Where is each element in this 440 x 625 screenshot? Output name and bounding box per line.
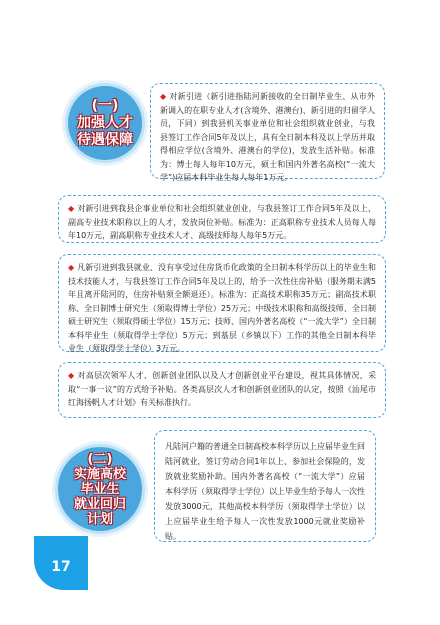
policy-text: 对新引进到我县企事业单位和社会组织就业创业，与我县签订工作合同5年及以上，副高专业技术职称以上的人才，发放岗位补贴。标准为：正高职称专业技术人员每人每年10万元，副高职称专业技术人才、高级技师每人每年5万元。 bbox=[68, 204, 376, 240]
badge-title-line: 待遇保障 bbox=[77, 131, 133, 148]
badge-title-line: 就业回归 bbox=[73, 496, 126, 512]
page-number: 17 bbox=[51, 559, 71, 575]
policy-text: 凡陆河户籍的普通全日制高校本科学历以上应届毕业生回陆河就业，签订劳动合同1年以上、参加社会保险的，发放就业奖励补助。国内外著名高校（“一流大学”）应届本科学历（须取得学士学位）以上毕业生给予每人一次性发放3000元，其他高校本科学历（须取得学士学位）以上应届毕业生给予每人一次性发放1000元就业奖励补贴。 bbox=[165, 442, 365, 541]
policy-text: 对高层次领军人才、创新创业团队以及人才创新创业平台建设，视其具体情况，采取“一事一议”的方式给予补贴。各类高层次人才和创新创业团队的认定，按照《汕尾市红海扬帆人才计划》有关标准执行。 bbox=[68, 371, 377, 407]
policy-paragraph-box bbox=[58, 195, 386, 243]
diamond-bullet-icon: ◆ bbox=[160, 92, 167, 101]
policy-text: 凡新引进到我县就业、没有享受过住房货币化政策的全日制本科学历以上的毕业生和技术技能人才，与我县签订工作合同5年及以上的，给予一次性住房补贴（服务期未满5年且离开陆河的，住房补贴须全额退还）。标准为：正高技术职称35万元；副高技术职称、全日制博士研究生（须取得博士学位）25万元；中级技术职称和高级技师、全日制硕士研究生（须取得硕士学位）15万元；技师、国内外著名高校（“一流大学”）全日制本科毕业生（须取得学士学位）5万元；到基层（乡镇以下）工作的其他全日制本科毕业生（须取得学士学位）3万元。 bbox=[68, 263, 376, 353]
page-number-tab bbox=[34, 536, 88, 590]
badge-title-line: 实施高校 bbox=[73, 466, 126, 482]
diamond-bullet-icon: ◆ bbox=[68, 263, 75, 272]
policy-paragraph-box bbox=[58, 254, 386, 352]
diamond-bullet-icon: ◆ bbox=[68, 371, 75, 380]
badge-number: (二) bbox=[87, 451, 113, 467]
section-badge-2 bbox=[58, 447, 142, 531]
policy-text: 对新引进（新引进指陆河新接收的全日制毕业生、从市外新调入的在职专业人才(含境外、港澳台)、新引进的归留学人员，下同）到我县机关事业单位和社会组织就业创业，与我县签订工作合同5年及以上，具有全日制本科及以上学历并取得相应学位(含境外、港澳台的学位)，发放生活补贴。标准为：博士每人每年10万元，硕士和国内外著名高校(“一流大学”)应届本科毕业生每人每年1万元。 bbox=[160, 92, 375, 182]
diamond-bullet-icon: ◆ bbox=[68, 204, 75, 213]
badge-title-line: 计划 bbox=[86, 511, 113, 527]
badge-title-line: 毕业生 bbox=[80, 481, 120, 497]
policy-paragraph-box bbox=[150, 83, 385, 182]
badge-number: (一) bbox=[91, 97, 119, 114]
badge-title-line: 加强人才 bbox=[77, 114, 133, 131]
section-badge-1 bbox=[68, 86, 142, 160]
policy-paragraph-box bbox=[154, 430, 376, 542]
policy-paragraph-box bbox=[58, 362, 386, 418]
